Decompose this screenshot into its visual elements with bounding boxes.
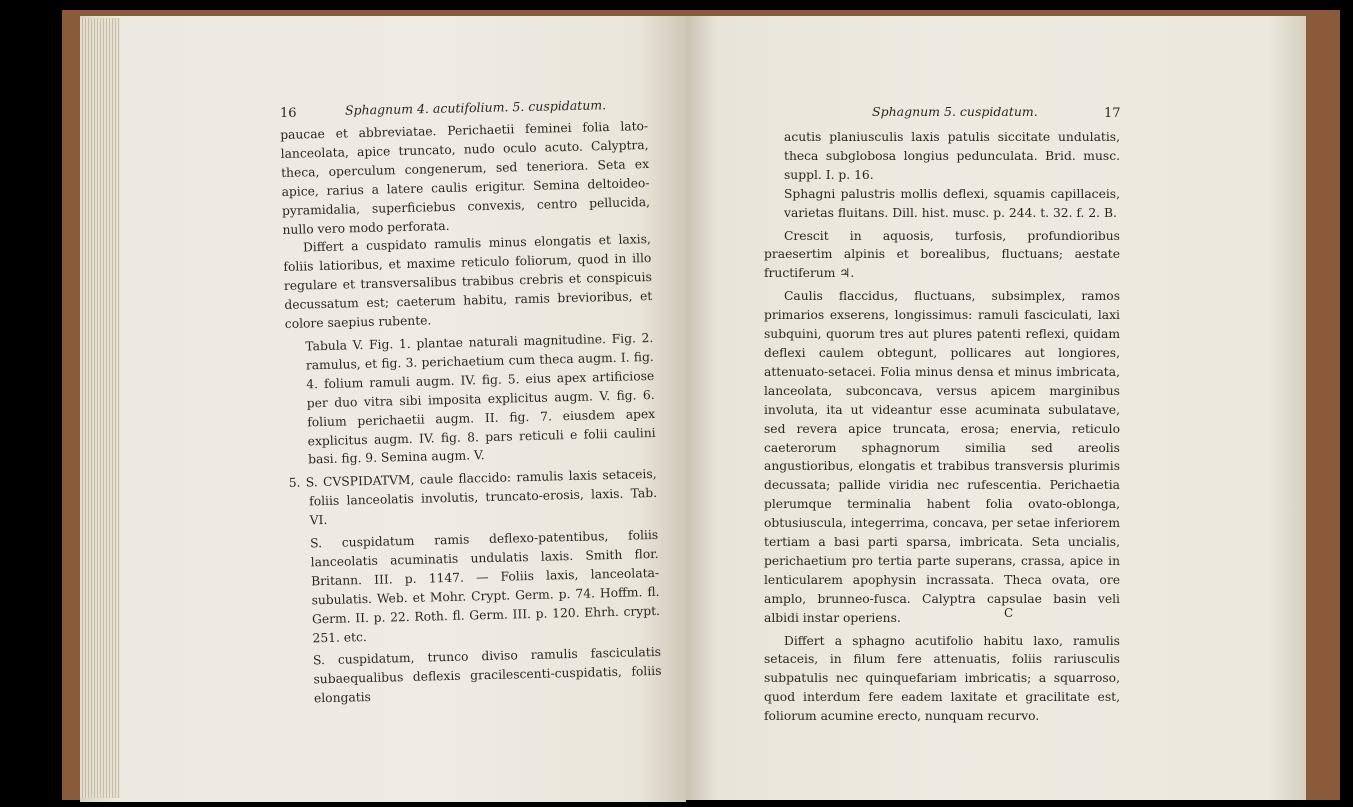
left-page-number: 16: [280, 106, 297, 121]
left-species-heading: 5. S. CVSPIDATVM, caule flaccido: ramulis laxis setaceis, foliis lanceolatis involutis, truncato-erosis, laxis. Tab. VI.: [288, 467, 658, 528]
right-page-number: 17: [1104, 106, 1121, 121]
left-body-text: [280, 117, 662, 709]
right-body-text: [764, 128, 1120, 726]
page-edges: [80, 18, 120, 798]
right-page: [686, 16, 1306, 800]
left-running-head: Sphagnum 4. acutifolium. 5. cuspidatum.: [344, 97, 607, 118]
right-description: Caulis flaccidus, fluctuans, subsimplex, ramos primarios exserens, longissimus: ramuli fasciculati, laxi subquini, quorum tres aut plures patenti reflexi, quidam deflexi caulem obtegunt, pollicares aut longiores, attenuato-setacei. Folia minus densa et minus imbricata, lanceolata, subconcava, versus apicem marginibus involuta, ita ut videantur esse acuminata subulatave, sed revera apice truncata, erosa; enervia, reticulo caeterorum sphagnorum similia sed areolis angustioribus, elongatis et trabibus transversis plurimis decussata; pallide viridia nec rufescentia. Perichaetia plerumque terminalia habent folia ovato-oblonga, obtusiuscula, integerrima, concava, per setae inferiorem tertiam a basi parti sparsa, imbricata. Seta uncialis, perichaetium pro tertia parte superans, crassa, apice in lenticularem apophysin incrassata. Theca ovata, ore amplo, brunneo-fusca. Calyptra capsulae basin veli albidi instar operiens.: [764, 289, 1120, 625]
right-paragraph: Crescit in aquosis, turfosis, profundioribus praesertim alpinis et borealibus, fluctuans; aestate fructiferum ♃.: [764, 228, 1120, 281]
left-plate-caption: Tabula V. Fig. 1. plantae naturali magnitudine. Fig. 2. ramulus, et fig. 3. perichaetium cum theca augm. I. fig. 4. folium ramuli augm. IV. fig. 5. eius apex artificiose per duo vitra sibi imposita explicitus augm. V. fig. 6. folium perichaetii augm. II. fig. 7. eiusdem apex explicitus augm. IV. fig. 8. pars reticuli e folii caulini basi. fig. 9. Semina augm. V.: [305, 330, 656, 467]
left-paragraph: Differt a cuspidato ramulis minus elongatis et laxis, foliis latioribus, et maxime reticulo foliorum, quod in illo regulare et transversalibus trabibus crebris et conspicuis decussatum est; caeterum habitu, ramis brevioribus, et colore saepius rubente.: [283, 232, 653, 332]
left-synonym: S. cuspidatum, trunco diviso ramulis fasciculatis subaequalibus deflexis gracilescenti-cuspidatis, foliis elongatis: [312, 645, 662, 706]
right-running-head: Sphagnum 5. cuspidatum.: [872, 104, 1038, 119]
signature-mark: C: [1004, 606, 1014, 620]
right-paragraph: acutis planiusculis laxis patulis siccitate undulatis, theca subglobosa longius pedunculata. Brid. musc. suppl. I. p. 16.: [784, 130, 1120, 182]
left-page: [80, 16, 686, 802]
left-synonym: S. cuspidatum ramis deflexo-patentibus, foliis lanceolatis acuminatis undulatis laxis. Smith flor. Britann. III. p. 1147. — Foliis laxis, lanceolata-subulatis. Web. et Mohr. Crypt. Germ. p. 74. Hoffm. fl. Germ. II. p. 22. Roth. fl. Germ. III. p. 120. Ehrh. crypt. 251. etc.: [310, 527, 661, 645]
left-paragraph: paucae et abbreviatae. Perichaetii feminei folia lato-lanceolata, apice truncato, nudo oculo acuto. Calyptra, theca, operculum congenerum, sed teneriora. Seta ex apice, rarius a latere caulis erigitur. Semina deltoideo-pyramidalia, superficiebus convexis, centro pellucida, nullo vero modo perforata.: [280, 119, 651, 237]
right-differentiation: Differt a sphagno acutifolio habitu laxo, ramulis setaceis, in filum fere attenuatis, foliis rariusculis subpatulis nec quinquefariam imbricatis; a squarroso, quod interdum fere eadem laxitate et gracilitate est, foliorum acumine erecto, nunquam recurvo.: [764, 633, 1120, 724]
right-paragraph: Sphagni palustris mollis deflexi, squamis capillaceis, varietas fluitans. Dill. hist. musc. p. 244. t. 32. f. 2. B.: [784, 186, 1120, 220]
